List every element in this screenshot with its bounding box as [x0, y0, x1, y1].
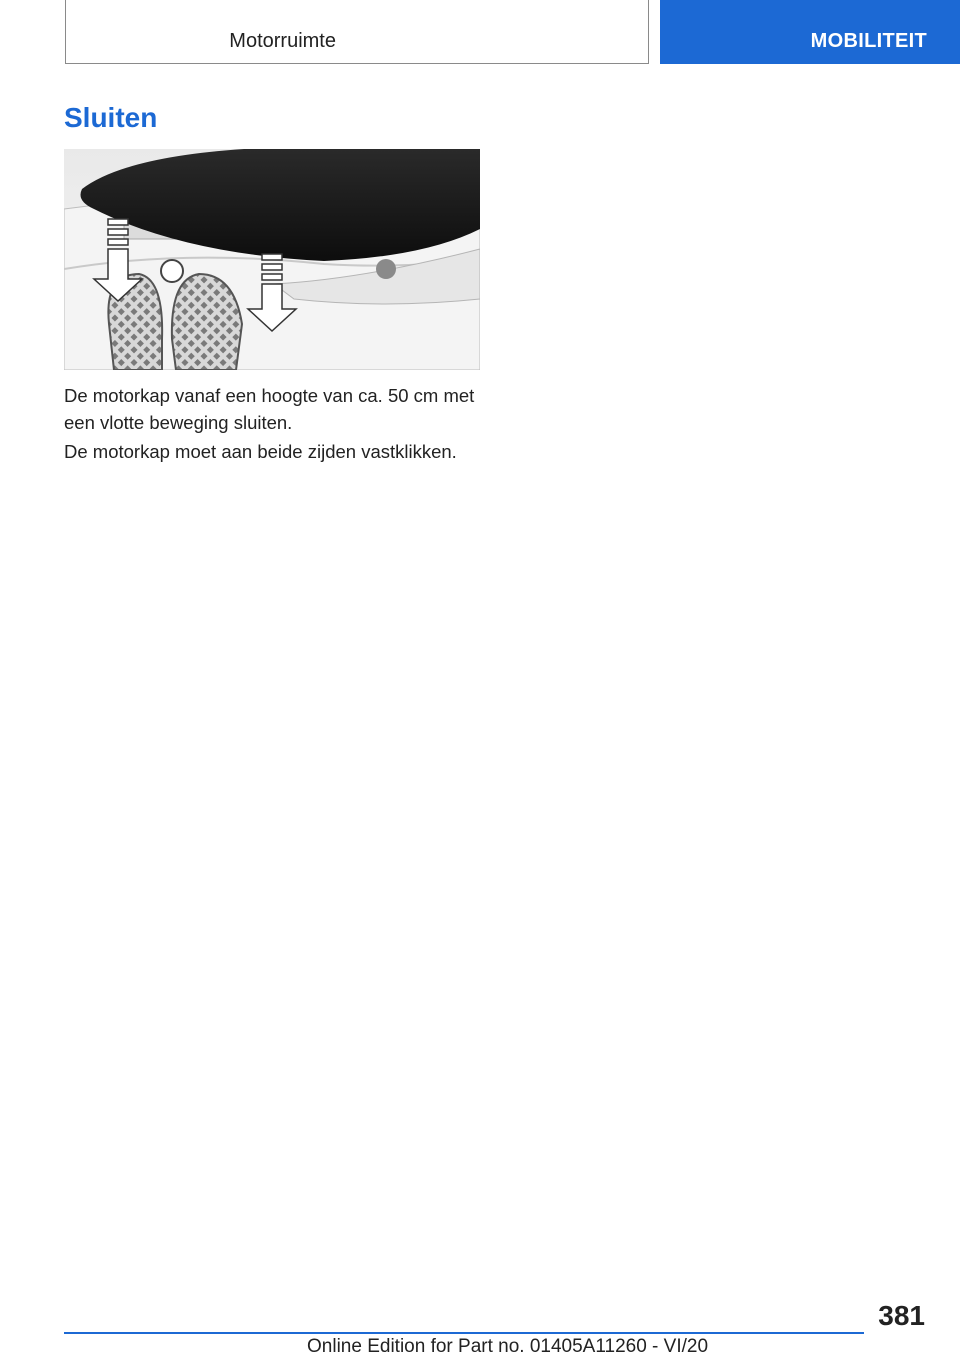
- edition-note: Online Edition for Part no. 01405A11260 - VI/20: [307, 1336, 709, 1357]
- instruction-paragraph-2: De motorkap moet aan beide zijden vastklikken.: [64, 441, 457, 462]
- footer-divider: [64, 1332, 864, 1334]
- header-section-box: [65, 0, 649, 64]
- page-number: 381: [878, 1300, 925, 1331]
- hood-closing-illustration: [64, 149, 480, 370]
- chapter-tab-label: MOBILITEIT: [810, 30, 927, 52]
- page-title: Sluiten: [64, 102, 158, 133]
- chapter-tab[interactable]: [660, 0, 960, 64]
- section-title: Motorruimte: [229, 30, 336, 52]
- instruction-paragraph-1: De motorkap vanaf een hoogte van ca. 50 cm met een vlotte beweging sluiten.: [64, 385, 475, 433]
